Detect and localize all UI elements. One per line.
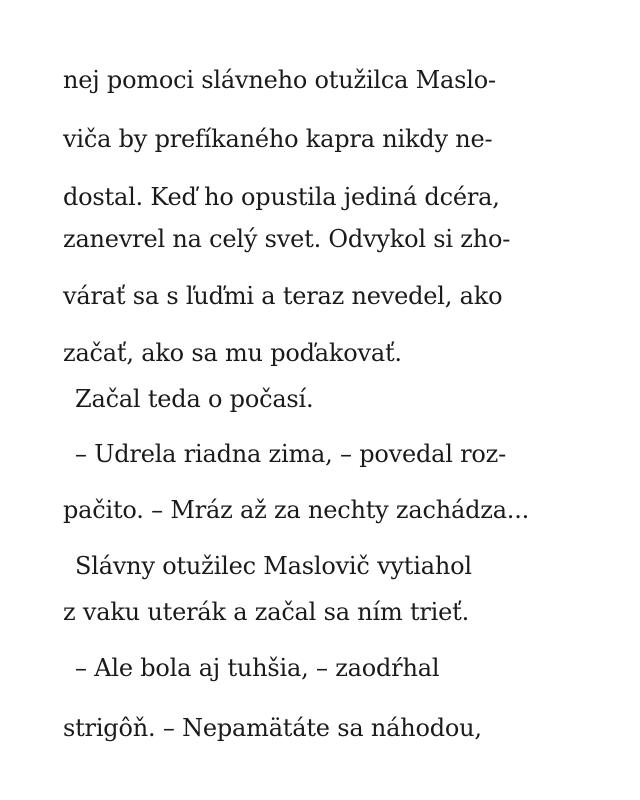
text-line: viča by prefíkaného kapra nikdy ne-	[63, 125, 493, 153]
text-line: – Udrela riadna zima, – povedal roz-	[75, 440, 507, 468]
text-line: začať, ako sa mu poďakovať.	[63, 339, 402, 367]
text-line: dostal. Keď ho opustila jediná dcéra,	[63, 183, 500, 211]
text-line: z vaku uterák a začal sa ním trieť.	[63, 598, 470, 626]
text-line: zanevrel na celý svet. Odvykol si zho-	[63, 225, 511, 253]
text-line: strigôň. – Nepamätáte sa náhodou,	[63, 714, 482, 742]
text-line: – Ale bola aj tuhšia, – zaodŕhal	[75, 654, 440, 682]
text-line: nej pomoci slávneho otužilca Maslo-	[63, 66, 496, 94]
text-line: Slávny otužilec Maslovič vytiahol	[75, 552, 472, 580]
text-line: várať sa s ľuďmi a teraz nevedel, ako	[63, 282, 503, 310]
text-line: Začal teda o počasí.	[75, 385, 314, 413]
text-line: pačito. – Mráz až za nechty zachádza...	[63, 496, 530, 524]
